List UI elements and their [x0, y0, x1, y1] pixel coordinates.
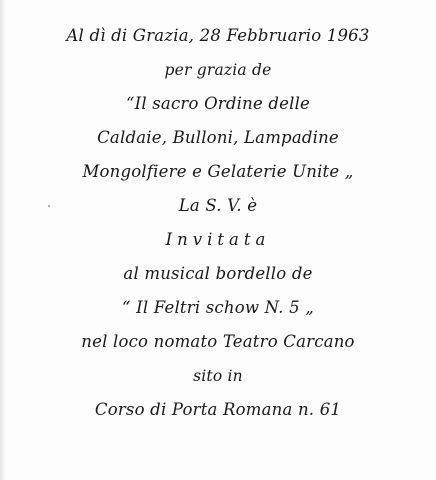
date-line: Al dì di Grazia, 28 Febbruario 1963: [66, 26, 370, 45]
order-name-line-2: Mongolfiere e Gelaterie Unite „: [82, 162, 354, 181]
invitation-text: [0, 19, 436, 427]
order-title-line: “Il sacro Ordine delle: [125, 94, 311, 113]
located-in-line: sito in: [193, 367, 243, 385]
address-line: Corso di Porta Romana n. 61: [94, 400, 342, 419]
event-intro-line: al musical bordello de: [123, 264, 313, 283]
addressee-line: La S. V. è: [178, 196, 258, 215]
invited-line: Invitata: [165, 230, 271, 249]
show-name-line: “ Il Feltri schow N. 5 „: [122, 298, 314, 317]
venue-line: nel loco nomato Teatro Carcano: [81, 332, 355, 351]
order-name-line-1: Caldaie, Bulloni, Lampadine: [97, 128, 339, 147]
per-grazia-line: per grazia de: [164, 61, 272, 79]
